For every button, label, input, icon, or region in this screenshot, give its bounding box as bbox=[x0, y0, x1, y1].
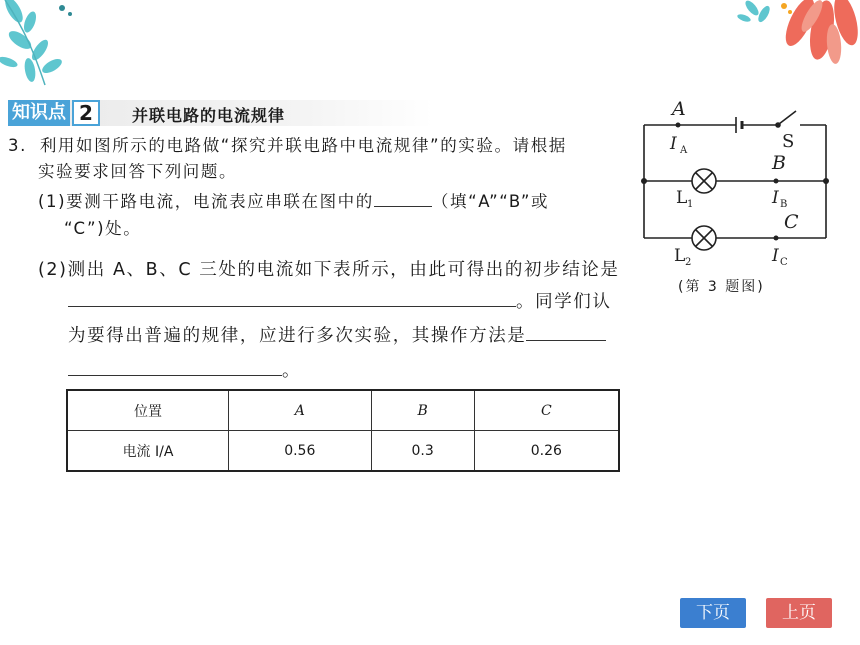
header-cell: A bbox=[229, 390, 372, 431]
badge-number: 2 bbox=[72, 100, 100, 126]
label-ia: I bbox=[670, 134, 677, 154]
header-cell: C bbox=[474, 390, 619, 431]
label-ib-sub: B bbox=[780, 199, 788, 210]
leaf-decoration-top-left bbox=[0, 0, 90, 95]
figure-caption: (第 3 题图) bbox=[678, 279, 765, 295]
header-cell: 位置 bbox=[67, 390, 229, 431]
badge-text: 知识点 bbox=[8, 100, 70, 126]
part2-line3: 为要得出普遍的规律，应进行多次实验，其操作方法是 bbox=[68, 324, 606, 347]
part1-line2: “C”)处。 bbox=[64, 219, 142, 238]
label-ia-sub: A bbox=[680, 145, 688, 156]
value-cell: 0.26 bbox=[474, 431, 619, 472]
table-header-row bbox=[67, 390, 619, 431]
label-l1-sub: 1 bbox=[687, 199, 694, 210]
answer-blank-3b[interactable] bbox=[68, 359, 282, 376]
label-b: B bbox=[772, 152, 786, 174]
label-l2: L bbox=[674, 246, 686, 266]
current-data-table bbox=[66, 389, 620, 472]
circuit-diagram bbox=[636, 95, 841, 275]
table-row bbox=[67, 431, 619, 472]
point-b-dot bbox=[774, 179, 779, 184]
label-ic-sub: C bbox=[780, 257, 788, 268]
label-l2-sub: 2 bbox=[685, 257, 692, 268]
previous-page-button[interactable]: 上页 bbox=[766, 598, 832, 628]
label-l1: L bbox=[676, 188, 688, 208]
value-cell: 0.56 bbox=[229, 431, 372, 472]
knowledge-point-badge bbox=[8, 100, 100, 126]
part2-line1: (2)测出 A、B、C 三处的电流如下表所示，由此可得出的初步结论是 bbox=[38, 260, 620, 280]
point-a-dot bbox=[676, 123, 681, 128]
part2-line2: 。同学们认 bbox=[68, 290, 612, 313]
question-intro-line1: 3. 利用如图所示的电路做“探究并联电路中电流规律”的实验。请根据 bbox=[8, 136, 567, 155]
answer-blank-3a[interactable] bbox=[526, 324, 606, 341]
section-header bbox=[8, 100, 433, 126]
label-ib: I bbox=[772, 188, 779, 208]
header-cell: B bbox=[371, 390, 474, 431]
label-c: C bbox=[784, 211, 799, 233]
question-number: 3. bbox=[8, 136, 27, 155]
label-ic: I bbox=[772, 246, 779, 266]
answer-blank-1[interactable] bbox=[374, 190, 432, 207]
label-s: S bbox=[782, 131, 795, 152]
section-title: 并联电路的电流规律 bbox=[132, 106, 286, 125]
next-page-button[interactable]: 下页 bbox=[680, 598, 746, 628]
question-intro-line2: 实验要求回答下列问题。 bbox=[38, 162, 238, 181]
switch-blade bbox=[779, 111, 796, 124]
value-cell: 0.3 bbox=[371, 431, 474, 472]
part2-line4: 。 bbox=[68, 359, 301, 382]
point-c-dot bbox=[774, 236, 779, 241]
label-a: A bbox=[672, 98, 686, 120]
answer-blank-2[interactable] bbox=[68, 290, 516, 307]
row-label: 电流 I/A bbox=[67, 431, 229, 472]
part1-line1: (1)要测干路电流，电流表应串联在图中的 （填“A”“B”或 bbox=[38, 192, 550, 211]
flower-decoration-top-right bbox=[730, 0, 860, 75]
